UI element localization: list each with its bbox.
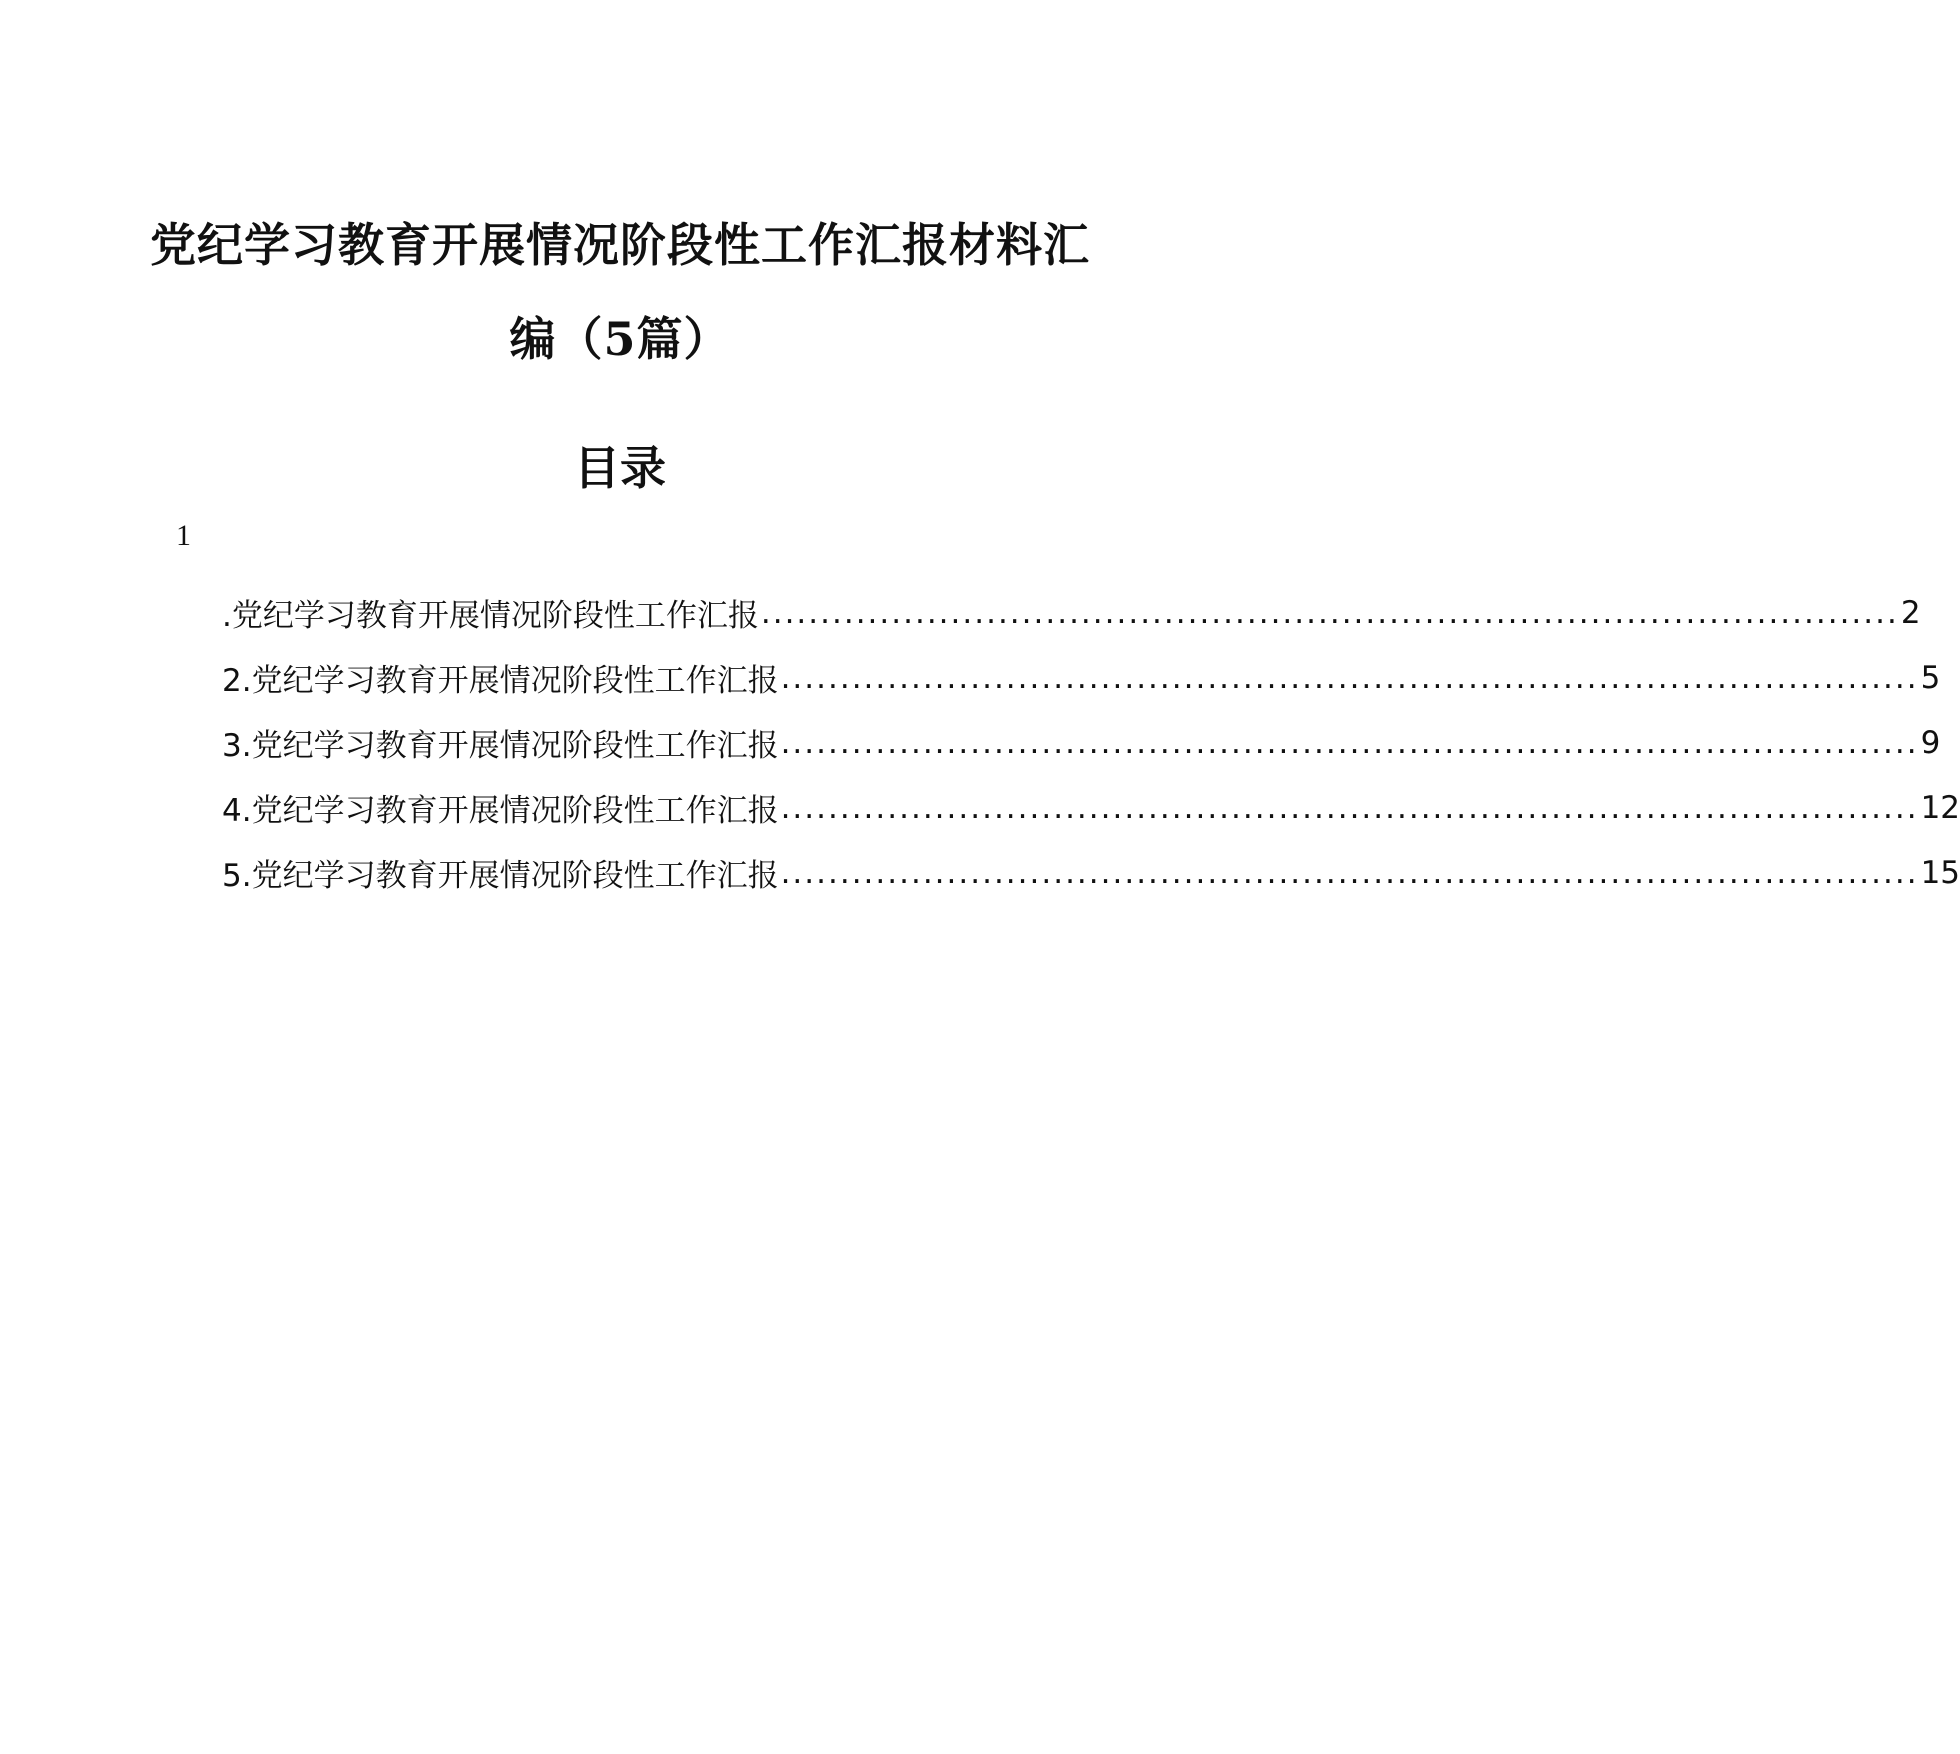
toc-entry-5[interactable] [222,840,1960,905]
toc-heading: 目录 [574,441,666,495]
toc-entry-page: 5 [1920,659,1941,696]
document-title-line-1: 党纪学习教育开展情况阶段性工作汇报材料汇 [150,218,1090,272]
toc-entry-4[interactable] [222,775,1960,840]
toc-dot-leader: ................................................................................................ [780,789,1919,826]
toc-entry-title: 2.党纪学习教育开展情况阶段性工作汇报 [222,663,779,699]
toc-entry-title: 3.党纪学习教育开展情况阶段性工作汇报 [222,728,779,764]
toc-entry-page: 12 [1920,789,1960,826]
toc-entry-title: 4.党纪学习教育开展情况阶段性工作汇报 [222,793,779,829]
table-of-contents [222,580,1960,905]
toc-dot-leader: ................................................................................................ [780,854,1919,891]
toc-dot-leader: ................................................................................................ [780,724,1919,761]
toc-dot-leader: ................................................................................................ [780,659,1919,696]
list-number-marker: 1 [176,519,191,552]
toc-entry-1[interactable] [222,580,1921,645]
toc-dot-leader: ................................................................................................ [760,594,1899,631]
toc-entry-page: 9 [1920,724,1941,761]
document-title-line-2: 编（5篇） [509,312,731,366]
toc-entry-title: 5.党纪学习教育开展情况阶段性工作汇报 [222,858,779,894]
toc-entry-page: 2 [1900,594,1921,631]
toc-entry-page: 15 [1920,854,1960,891]
toc-entry-title: .党纪学习教育开展情况阶段性工作汇报 [222,598,759,634]
toc-entry-3[interactable] [222,710,1941,775]
toc-entry-2[interactable] [222,645,1941,710]
